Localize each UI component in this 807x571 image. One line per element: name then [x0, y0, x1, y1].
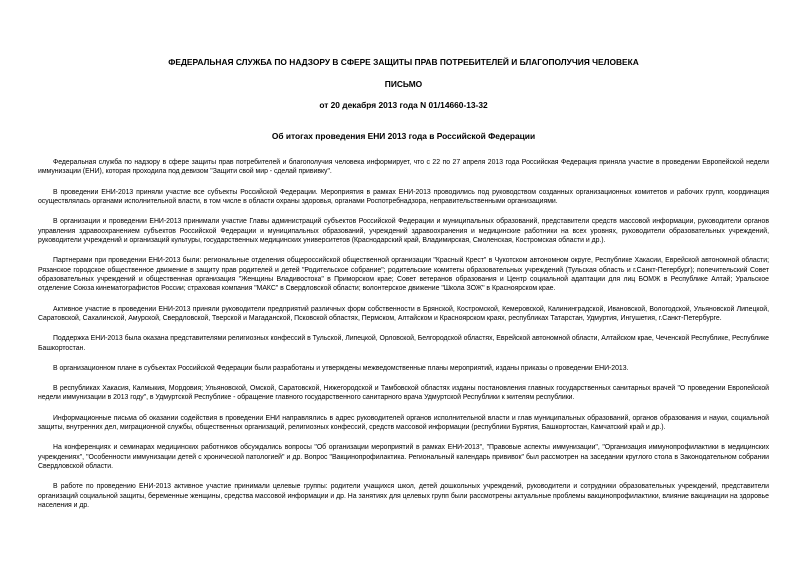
paragraph: Поддержка ЕНИ-2013 была оказана представителями религиозных конфессий в Тульской, Липецкой, Орловской, Белгородской областях, Еврейской автономной области, Алтайском крае, Чеченской Республике, Республике Башкортостан. — [38, 335, 769, 352]
paragraph: В организационном плане в субъектах Российской Федерации были разработаны и утверждены межведомственные планы мероприятий, изданы приказы о проведении ЕНИ-2013. — [53, 364, 629, 372]
paragraph: Федеральная служба по надзору в сфере защиты прав потребителей и благополучия человека информирует, что с 22 по 27 апреля 2013 года Российская Федерация приняла участие в проведении Европейской недели иммунизации (ЕНИ), которая проходила под девизом "Защити свой мир - сделай прививку". — [38, 159, 769, 176]
paragraph: Партнерами при проведении ЕНИ-2013 были: региональные отделения общероссийской общественной организации "Красный Крест" в Чукотском автономном округе, Республике Хакасии, Еврейской автономной области; Рязанское городское общественное движение в защиту прав родителей и детей "Родительское собрание"; родительские комитеты образовательных учреждений (Тульская область и г.Санкт-Петербург); попечительский Совет образовательных учреждений и общественная организация "Женщины Владивостока" в Приморском крае; Совет ветеранов образования и Центр социальной адаптации для лиц БОМЖ в Республике Алтай; Уральское отделение Союза кинематографистов России; страховая компания "МАКС" в Свердловской области; волонтерское движение "Школа ЗОЖ" в Красноярском крае. — [38, 257, 769, 293]
paragraph: Информационные письма об оказании содействия в проведении ЕНИ направлялись в адрес руководителей органов исполнительной власти и глав муниципальных образований, органов образования и науки, социальной защиты, внутренних дел, миграционной службы, общественных организаций, религиозных конфессий, средств массовой информации (республики Бурятия, Башкортостан, Камчатский край и др.). — [38, 414, 769, 432]
document-body — [38, 158, 769, 521]
paragraph: В работе по проведению ЕНИ-2013 активное участие принимали целевые группы: родители учащихся школ, детей дошкольных учреждений, руководители и сотрудники образовательных учреждений, представители организаций социальной защиты, беременные женщины, средства массовой информации и др. На занятиях для целевых групп были рассмотрены актуальные проблемы вакцинопрофилактики, влияние вакцинации на здоровье населения и др. — [38, 483, 769, 510]
agency-name: ФЕДЕРАЛЬНАЯ СЛУЖБА ПО НАДЗОРУ В СФЕРЕ ЗАЩИТЫ ПРАВ ПОТРЕБИТЕЛЕЙ И БЛАГОПОЛУЧИЯ ЧЕЛОВЕКА — [168, 57, 639, 67]
document-title: Об итогах проведения ЕНИ 2013 года в Российской Федерации — [271, 131, 536, 141]
paragraph: Активное участие в проведении ЕНИ-2013 приняли руководители предприятий различных форм собственности в Брянской, Костромской, Кемеровской, Калининградской, Ивановской, Вологодской, Ульяновской Липецкой, Саратовской, Сахалинской, Амурской, Свердловской, Тверской и Магаданской, Псковской областях, Пермском, Алтайском и Красноярском краях, республиках Татарстан, Удмуртия, Ингушетия, г.Санкт-Петербурге. — [38, 305, 769, 323]
paragraph: На конференциях и семинарах медицинских работников обсуждались вопросы "Об организации мероприятий в рамках ЕНИ-2013", "Правовые аспекты иммунизации", "Организация иммунопрофилактики в медицинских учреждениях", "Особенности иммунизации детей с хронической патологией" и др. Вопрос "Вакцинопрофилактика. Региональный календарь прививок" был рассмотрен на заседании круглого стола в Законодательном собрании Свердловской области. — [38, 444, 769, 471]
document-type: ПИСЬМО — [384, 79, 423, 89]
paragraph: В проведении ЕНИ-2013 приняли участие все субъекты Российской Федерации. Мероприятия в рамках ЕНИ-2013 проводились под руководством созданных организационных комитетов и рабочих групп, координация осуществлялась органами исполнительной власти, в том числе в области охраны здоровья, органами Роспотребнадзора, неправительственными организациями. — [38, 188, 769, 206]
paragraph: В организации и проведении ЕНИ-2013 принимали участие Главы администраций субъектов Российской Федерации и муниципальных образований, представители средств массовой информации, руководители органов управления здравоохранением субъектов Российской Федерации и муниципальных образований, учреждений здравоохранения и медицинские работники на всех уровнях, руководители образовательных учреждений, руководители учреждений и организаций культуры, государственных медицинских университетов (Краснодарский край, Владимирская, Смоленская, Костромская области и др.). — [38, 218, 769, 245]
document-date-number: от 20 декабря 2013 года N 01/14660-13-32 — [319, 100, 488, 110]
paragraph: В республиках Хакасия, Калмыкия, Мордовия; Ульяновской, Омской, Саратовской, Нижегородской и Тамбовской областях изданы постановления главных государственных санитарных врачей "О проведении Европейской недели иммунизации в 2013 году", в Удмуртской Республике - обращение главного государственного санитарного врача Удмуртской Республики к жителям республики. — [38, 385, 769, 402]
